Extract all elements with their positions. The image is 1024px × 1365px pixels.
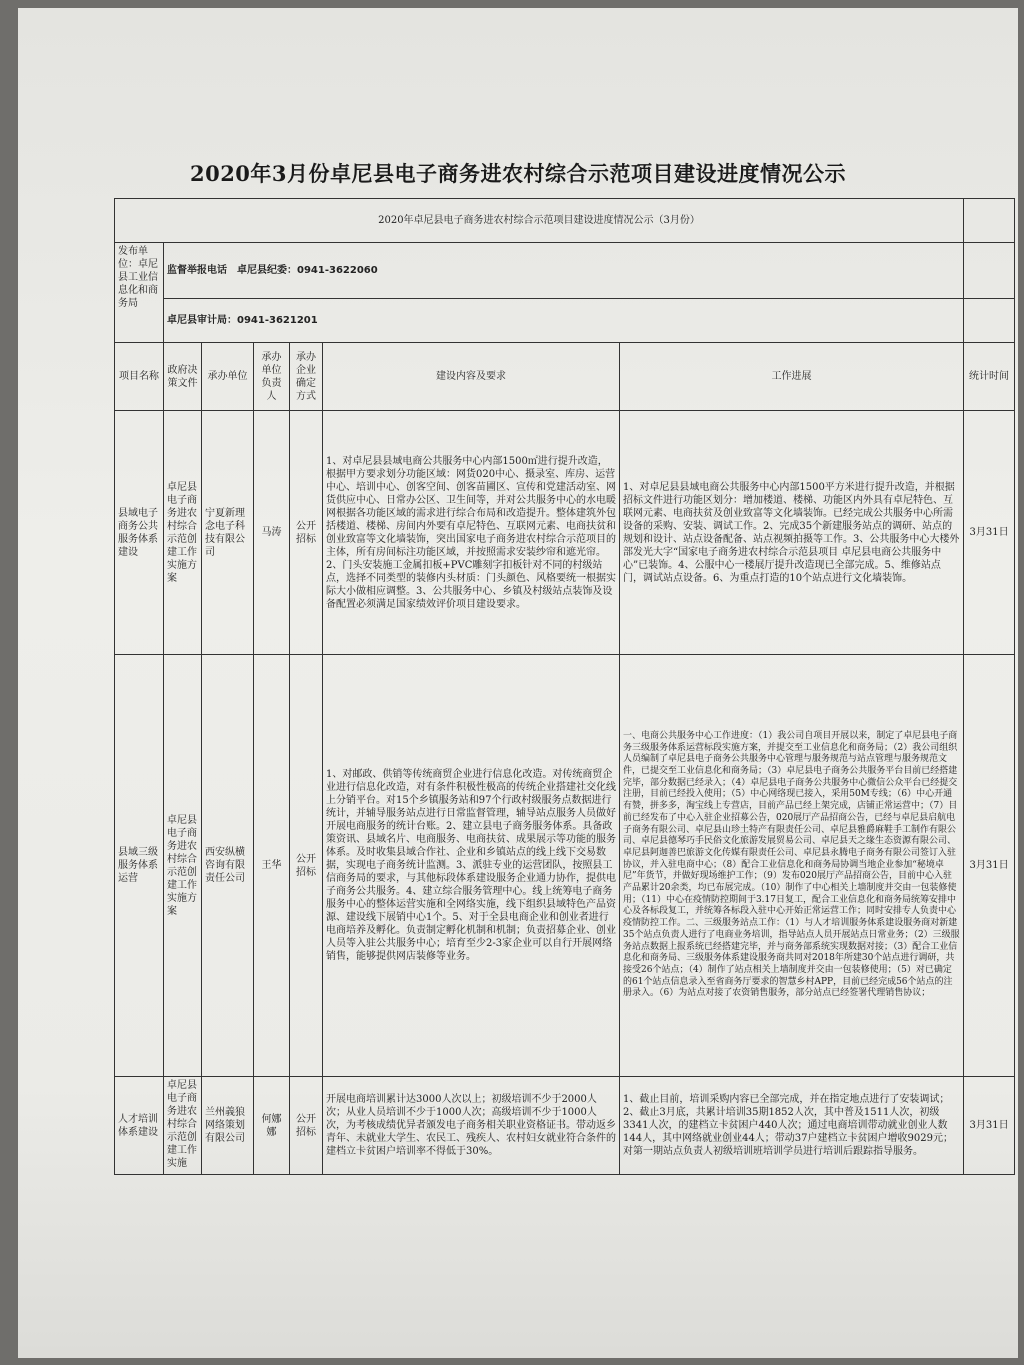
header-person: 承办单位负责人: [254, 343, 290, 411]
contact-line-1: 监督举报电话 卓尼县纪委：0941-3622060: [164, 243, 964, 299]
row2-time: 3月31日: [964, 655, 1015, 1077]
row1-org: 宁夏新理念电子科技有限公司: [202, 411, 254, 655]
document-paper: [18, 8, 1018, 1358]
header-content: 建设内容及要求: [323, 343, 620, 411]
row1-content: 1、对卓尼县县域电商公共服务中心内部1500㎡进行提升改造，根据甲方要求划分功能区域：网货020中心、摄录室、库房、运营中心、培训中心、创客空间、创客苗圃区、宣传和党建活动室、网货供应中心、日常办公区、卫生间等，并对公共服务中心的水电暖网根据各功能区域的需求进行综合布局和改造提升。整体建筑外包括楼道、楼梯、房间内外要有卓尼特色、互联网元素、电商扶贫和创业致富等文化墙装饰，突出国家电子商务进农村综合示范项目的主体，所有房间标注功能区域，并按照需求安装纱帘和遮光帘。2、门头安装施工金属扣板+PVC雕刻字扣板针对不同的村级站点，选择不同类型的装修内头材质：门头颜色、风格要统一根据实际大小做相应调整。3、公共服务中心、乡镇及村级站点装饰及设备配置必须满足国家绩效评价项目建设要求。: [323, 411, 620, 655]
row1-person: 马涛: [254, 411, 290, 655]
row3-org: 兰州義狼网络策划有限公司: [202, 1077, 254, 1175]
empty-cell: [964, 299, 1015, 343]
document-title: 2020年3月份卓尼县电子商务进农村综合示范项目建设进度情况公示: [189, 161, 847, 186]
table-row: [115, 1077, 1015, 1175]
header-org: 承办单位: [202, 343, 254, 411]
row3-person: 何娜娜: [254, 1077, 290, 1175]
row3-progress: 1、截止目前，培训采购内容已全部完成，并在指定地点进行了安装调试；2、截止3月底，共累计培训35期1852人次，其中普及1511人次，初级3341人次，的建档立卡贫困户440人次；通过电商培训带动就业创业人数144人，其中网络就业创业44人；带动37户建档立卡贫困户增收9029元；对第一期站点负责人初级培训班培训学员进行培训后跟踪指导服务。: [620, 1077, 964, 1175]
empty-cell: [964, 199, 1015, 243]
table-row: [115, 655, 1015, 1077]
row1-progress: 1、对卓尼县县域电商公共服务中心内部1500平方米进行提升改造，并根据招标文件进行功能区划分：增加楼道、楼梯、功能区内外具有卓尼特色、互联网元素、电商扶贫及创业致富等文化墙装饰。已经完成公共服务中心所需设备的采购、安装、调试工作。2、完成35个新建服务站点的调研、站点的规划和设计、站点设备配备、站点视频拍摄等工作。3、公共服务中心大楼外部发光大字“国家电子商务进农村综合示范县项目 卓尼县电商公共服务中心”已装饰。4、公服中心一楼展厅提升改造现已全部完成。5、维修站点门，调试站点设备。6、为重点打造的10个站点进行文化墙装饰。: [620, 411, 964, 655]
row1-method: 公开招标: [290, 411, 323, 655]
row2-project: 县域三级服务体系运营: [115, 655, 164, 1077]
row3-content: 开展电商培训累计达3000人次以上；初级培训不少于2000人次；从业人员培训不少于1000人次；高级培训不少于1000人次，为考核成绩优异者颁发电子商务相关职业资格证书。带动返乡青年、未就业大学生、农民工、残疾人、农村妇女就业符合条件的建档立卡贫困户培训率不得低于30%。: [323, 1077, 620, 1175]
row2-policy: 卓尼县电子商务进农村综合示范创建工作实施方案: [164, 655, 202, 1077]
row2-method: 公开招标: [290, 655, 323, 1077]
empty-cell: [964, 243, 1015, 299]
table-row: [115, 411, 1015, 655]
table-subtitle: 2020年卓尼县电子商务进农村综合示范项目建设进度情况公示（3月份）: [115, 199, 964, 243]
row2-content: 1、对邮政、供销等传统商贸企业进行信息化改造。对传统商贸企业进行信息化改造，对有条件积极性极高的传统企业搭建社交化线上分销平台。对15个乡镇服务站和97个行政村级服务点数据进行统计，并辅导服务站点进行日常监督管理，辅导站点服务人员做好开展电商服务的统计台账。2、建立县电子商务服务体系。具备政策资讯、县域名片、电商服务、电商扶贫、成果展示等功能的服务体系。及时收集县域合作社、企业和乡镇站点的线上线下交易数据，实现电子商务统计监测。3、派驻专业的运营团队，按照县工信商务局的要求，与其他标段体系建设服务企业通力协作，提供电子商务公共服务。4、建立综合服务管理中心。线上统筹电子商务服务中心的整体运营实施和全网络实施，线下组织县域特色产品资源、建设线下展销中心1个。5、对于全县电商企业和创业者进行电商培养及孵化。负责制定孵化机制和机制；负责招募企业、创业人员等入驻公共服务中心；培育至少2-3家企业可以自行开展网络销售，能够提供网店装修等业务。: [323, 655, 620, 1077]
row3-policy: 卓尼县电子商务进农村综合示范创建工作实施: [164, 1077, 202, 1175]
header-policy: 政府决策文件: [164, 343, 202, 411]
row3-project: 人才培训体系建设: [115, 1077, 164, 1175]
header-method: 承办企业确定方式: [290, 343, 323, 411]
row2-org: 西安纵横咨询有限责任公司: [202, 655, 254, 1077]
row1-policy: 卓尼县电子商务进农村综合示范创建工作实施方案: [164, 411, 202, 655]
publisher-cell: 发布单位：卓尼县工业信息化和商务局: [115, 243, 164, 343]
contact-line-2: 卓尼县审计局：0941-3621201: [164, 299, 964, 343]
row1-time: 3月31日: [964, 411, 1015, 655]
row1-project: 县域电子商务公共服务体系建设: [115, 411, 164, 655]
row3-time: 3月31日: [964, 1077, 1015, 1175]
row3-method: 公开招标: [290, 1077, 323, 1175]
progress-table: [114, 198, 1015, 1175]
header-project: 项目名称: [115, 343, 164, 411]
header-time: 统计时间: [964, 343, 1015, 411]
row2-person: 王华: [254, 655, 290, 1077]
header-progress: 工作进展: [620, 343, 964, 411]
row2-progress: 一、电商公共服务中心工作进度：（1）我公司自项目开展以来，制定了卓尼县电子商务三级服务体系运营标段实施方案，并提交至工业信息化和商务局；（2）我公司组织人员编制了卓尼县电子商务公共服务中心管理与服务规范与站点管理与服务规范文件，已提交至工业信息化和商务局；（3）卓尼县电子商务公共服务平台目前已经搭建完毕，部分数据已经录入；（4）卓尼县电子商务公共服务中心微信公众平台已经提交注册，目前已经投入使用；（5）中心网络现已接入，采用50M专线；（6）中心开通有赞，拼多多，淘宝线上专营店，目前产品已经上架完成，店铺正常运营中；（7）目前已经发布了中心入驻企业招募公告，020展厅产品招商公告，已经与卓尼县启航电子商务有限公司、卓尼县山珍土特产有限责任公司、卓尼县雅爵麻鞋手工制作有限公司、卓尼县德琴巧手民俗文化旅游发展贸易公司、卓尼县天之缘生态资源有限公司、卓尼县阿迦善巴旅游文化传媒有限责任公司、卓尼县永腾电子商务有限公司签订入驻协议，并入驻电商中心；（8）配合工业信息化和商务局协调当地企业参加“秘境卓尼”年货节，并做好现场维护工作；（9）发布020展厅产品招商公告，目前中心入驻产品累计20余类，均已布展完成。（10）制作了中心相关上墙制度并交由一包装修使用；（11）中心在疫情防控期间于3.17日复工，配合工业信息化和商务局统筹安排中心及各标段复工，并统筹各标段入驻中心开始正常运营工作；同时安排专人负责中心疫情防控工作。二、三级服务站点工作：（1）与人才培训服务体系建设服务商对新建35个站点负责人进行了电商业务培训，指导站点人员开展站点日常业务；（2）三级服务站点数据上报系统已经搭建完毕，并与商务部系统实现数据对接；（3）配合工业信息化和商务局、三级服务体系建设服务商共同对2018年所建30个站点进行调研，共接受26个站点；（4）制作了站点相关上墙制度并交由一包装修使用；（5）对已确定的61个站点信息录入至省商务厅要求的智慧乡村APP，目前已经完成56个站点的注册录入。（6）为站点对接了农资销售服务，部分站点已经签署代理销售协议；: [620, 655, 964, 1077]
